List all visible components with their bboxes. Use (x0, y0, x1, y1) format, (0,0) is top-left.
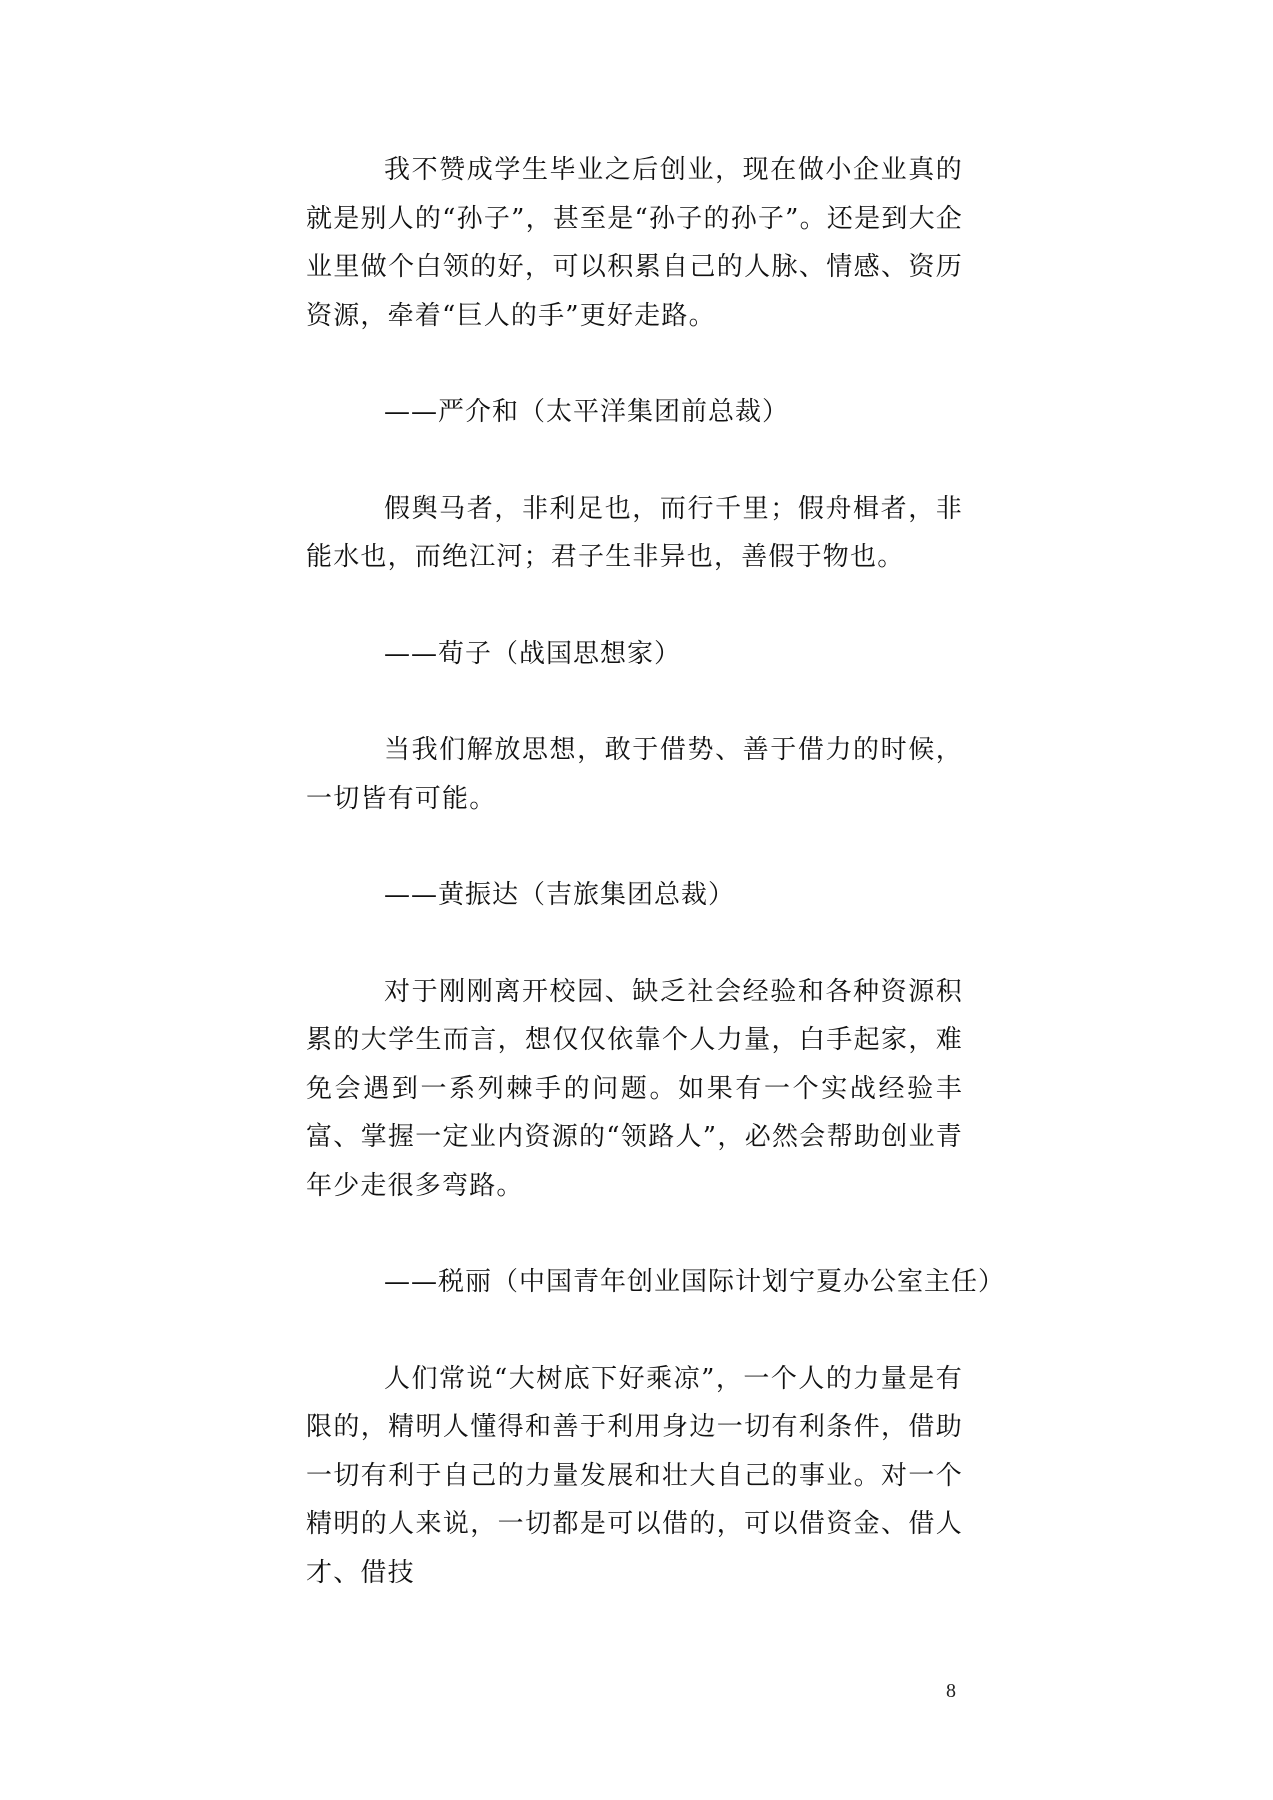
quote-attribution: ——黄振达（吉旅集团总裁） (384, 880, 736, 910)
page-number: 8 (946, 1680, 956, 1702)
quote-paragraph: 当我们解放思想，敢于借势、善于借力的时候，一切皆有可能。 (306, 735, 963, 814)
spacer (306, 823, 963, 871)
quote-attribution: ——严介和（太平洋集团前总裁） (384, 397, 790, 427)
quote-paragraph: 假舆马者，非利足也，而行千里；假舟楫者，非能水也，而绝江河；君子生非异也，善假于物也。 (306, 493, 963, 572)
spacer (306, 437, 963, 485)
page-content (306, 146, 1006, 1597)
spacer (306, 582, 963, 630)
spacer (306, 678, 963, 726)
quote-paragraph: 对于刚刚离开校园、缺乏社会经验和各种资源积累的大学生而言，想仅仅依靠个人力量，白手起家，难免会遇到一系列棘手的问题。如果有一个实战经验丰富、掌握一定业内资源的“领路人”，必然会帮助创业青年少走很多弯路。 (306, 976, 963, 1201)
spacer (306, 1210, 963, 1258)
spacer (306, 1307, 963, 1355)
body-paragraph: 人们常说“大树底下好乘凉”，一个人的力量是有限的，精明人懂得和善于利用身边一切有利条件，借助一切有利于自己的力量发展和壮大自己的事业。对一个精明的人来说，一切都是可以借的，可以借资金、借人才、借技 (306, 1363, 963, 1588)
quote-attribution: ——税丽（中国青年创业国际计划宁夏办公室主任） (384, 1267, 1006, 1297)
spacer (306, 340, 963, 388)
quote-attribution: ——荀子（战国思想家） (384, 638, 682, 669)
quote-paragraph: 我不赞成学生毕业之后创业，现在做小企业真的就是别人的“孙子”，甚至是“孙子的孙子”。还是到大企业里做个白领的好，可以积累自己的人脉、情感、资历资源，牵着“巨人的手”更好走路。 (306, 155, 963, 331)
spacer (306, 920, 963, 968)
